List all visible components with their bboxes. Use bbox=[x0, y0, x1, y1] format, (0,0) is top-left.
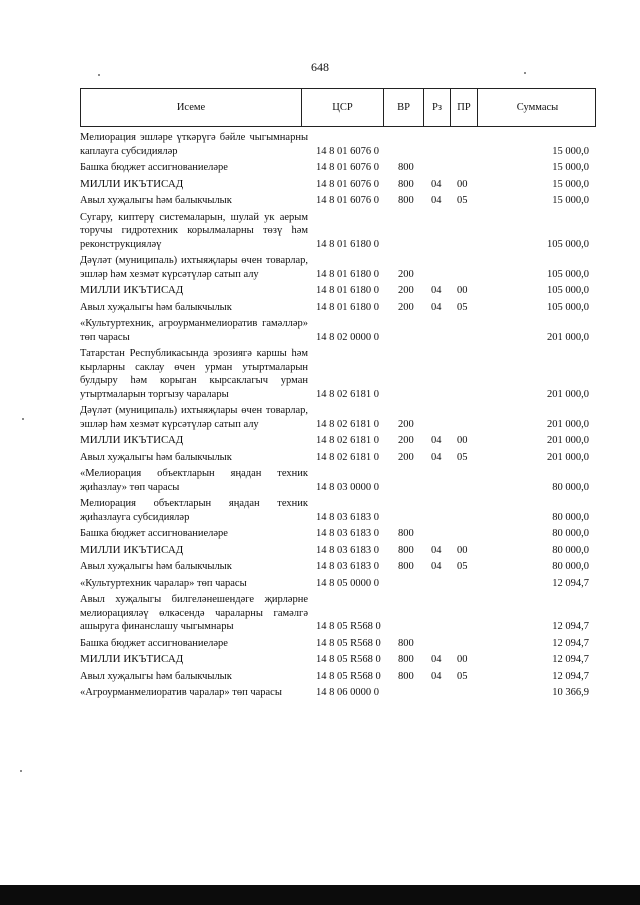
cell-pr: 00 bbox=[457, 178, 468, 190]
cell-csr: 14 8 05 R568 0 bbox=[316, 621, 381, 632]
table-header bbox=[80, 88, 596, 127]
cell-sum: 80 000,0 bbox=[552, 528, 589, 539]
cell-csr: 14 8 02 6181 0 bbox=[316, 451, 379, 463]
cell-name: «Культуртехник чаралар» төп чарасы bbox=[80, 577, 247, 589]
cell-vr: 200 bbox=[398, 301, 414, 313]
scan-speck bbox=[524, 72, 526, 74]
cell-csr: 14 8 03 0000 0 bbox=[316, 481, 379, 493]
table-row bbox=[80, 347, 596, 401]
table-row bbox=[80, 404, 596, 431]
cell-rz: 04 bbox=[431, 301, 442, 313]
cell-sum: 105 000,0 bbox=[547, 285, 589, 296]
cell-vr: 200 bbox=[398, 451, 414, 463]
cell-vr: 800 bbox=[398, 670, 414, 682]
cell-name: Дәүләт (муниципаль) ихтыяҗлары өчен товарлар, эшләр һәм хезмәт күрсәтүләр сатып алу bbox=[80, 405, 308, 430]
table-row bbox=[80, 254, 596, 281]
cell-csr: 14 8 05 0000 0 bbox=[316, 577, 379, 589]
header-name: Исеме bbox=[176, 102, 206, 113]
cell-sum: 201 000,0 bbox=[547, 331, 589, 343]
cell-pr: 00 bbox=[457, 544, 468, 556]
cell-sum: 15 000,0 bbox=[552, 145, 589, 157]
cell-vr: 800 bbox=[398, 195, 414, 206]
scan-speck bbox=[22, 418, 24, 420]
header-pr: ПР bbox=[450, 89, 477, 126]
cell-csr: 14 8 05 R568 0 bbox=[316, 670, 381, 682]
table-row bbox=[80, 301, 596, 315]
header-sum: Суммасы bbox=[477, 89, 597, 126]
cell-name: Авыл хуҗалыгы һәм балыкчылык bbox=[80, 301, 232, 313]
cell-sum: 12 094,7 bbox=[552, 654, 589, 665]
cell-pr: 00 bbox=[457, 435, 468, 446]
cell-pr: 05 bbox=[457, 195, 468, 206]
cell-name: Авыл хуҗалыгы һәм балыкчылык bbox=[80, 195, 232, 206]
cell-sum: 80 000,0 bbox=[552, 481, 589, 493]
table-row bbox=[80, 211, 596, 252]
cell-vr: 800 bbox=[398, 637, 414, 649]
cell-name: Башка бюджет ассигнованиеләре bbox=[80, 162, 228, 173]
cell-sum: 201 000,0 bbox=[547, 451, 589, 463]
cell-pr: 00 bbox=[457, 285, 468, 296]
cell-sum: 201 000,0 bbox=[547, 418, 589, 430]
table-row bbox=[80, 593, 596, 634]
cell-name: Башка бюджет ассигнованиеләре bbox=[80, 528, 228, 539]
table-row bbox=[80, 178, 596, 192]
cell-csr: 14 8 01 6180 0 bbox=[316, 238, 379, 250]
cell-sum: 12 094,7 bbox=[552, 670, 589, 682]
cell-name: «Агроурманмелиоратив чаралар» төп чарасы bbox=[80, 687, 282, 698]
cell-name: МИЛЛИ ИКЪТИСАД bbox=[80, 653, 184, 665]
cell-csr: 14 8 03 6183 0 bbox=[316, 561, 379, 572]
cell-csr: 14 8 02 0000 0 bbox=[316, 331, 379, 343]
table-row bbox=[80, 284, 596, 298]
cell-csr: 14 8 01 6180 0 bbox=[316, 301, 379, 313]
cell-csr: 14 8 01 6076 0 bbox=[316, 195, 379, 206]
cell-name: Сугару, киптерү системаларын, шулай ук аерым торучы гидротехник корылмаларны төзү һәм реконструкцияләү bbox=[80, 211, 308, 250]
cell-name: МИЛЛИ ИКЪТИСАД bbox=[80, 177, 184, 190]
cell-vr: 800 bbox=[398, 561, 414, 572]
table-row bbox=[80, 467, 596, 494]
cell-name: Авыл хуҗалыгы һәм балыкчылык bbox=[80, 451, 232, 463]
table-row bbox=[80, 194, 596, 208]
cell-csr: 14 8 02 6181 0 bbox=[316, 418, 379, 430]
cell-pr: 05 bbox=[457, 670, 468, 682]
cell-name: Мелиорация объектларын яңадан техник җиһазлауга субсидияләр bbox=[80, 498, 308, 523]
cell-sum: 80 000,0 bbox=[552, 544, 589, 556]
cell-vr: 800 bbox=[398, 528, 414, 539]
cell-rz: 04 bbox=[431, 654, 442, 665]
table-body bbox=[80, 131, 596, 703]
table-row bbox=[80, 434, 596, 448]
cell-rz: 04 bbox=[431, 178, 442, 190]
cell-sum: 10 366,9 bbox=[552, 687, 589, 698]
cell-vr: 800 bbox=[398, 544, 414, 556]
header-rz: Рз bbox=[423, 89, 450, 126]
table-row bbox=[80, 161, 596, 175]
cell-csr: 14 8 03 6183 0 bbox=[316, 528, 379, 539]
cell-sum: 80 000,0 bbox=[552, 561, 589, 572]
table-row bbox=[80, 131, 596, 158]
cell-vr: 800 bbox=[398, 162, 414, 173]
table-row bbox=[80, 497, 596, 524]
table-row bbox=[80, 451, 596, 465]
cell-pr: 05 bbox=[457, 451, 468, 463]
header-csr: ЦСР bbox=[301, 89, 383, 126]
cell-name: МИЛЛИ ИКЪТИСАД bbox=[80, 284, 184, 296]
cell-rz: 04 bbox=[431, 285, 442, 296]
scan-edge-bar bbox=[0, 885, 640, 905]
cell-csr: 14 8 03 6183 0 bbox=[316, 511, 379, 523]
cell-name: МИЛЛИ ИКЪТИСАД bbox=[80, 543, 184, 556]
cell-csr: 14 8 05 R568 0 bbox=[316, 637, 381, 649]
cell-csr: 14 8 01 6076 0 bbox=[316, 162, 379, 173]
cell-vr: 200 bbox=[398, 285, 414, 296]
cell-name: МИЛЛИ ИКЪТИСАД bbox=[80, 434, 184, 446]
cell-sum: 105 000,0 bbox=[547, 238, 589, 250]
cell-rz: 04 bbox=[431, 435, 442, 446]
cell-csr: 14 8 05 R568 0 bbox=[316, 654, 381, 665]
cell-rz: 04 bbox=[431, 195, 442, 206]
cell-csr: 14 8 06 0000 0 bbox=[316, 687, 379, 698]
cell-csr: 14 8 03 6183 0 bbox=[316, 544, 379, 556]
cell-rz: 04 bbox=[431, 561, 442, 572]
cell-rz: 04 bbox=[431, 451, 442, 463]
cell-name: Мелиорация эшләре үткәрүгә бәйле чыгымнарны каплауга субсидияләр bbox=[80, 132, 308, 157]
cell-name: Авыл хуҗалыгы һәм балыкчылык bbox=[80, 561, 232, 572]
cell-rz: 04 bbox=[431, 544, 442, 556]
cell-vr: 800 bbox=[398, 178, 414, 190]
cell-csr: 14 8 01 6076 0 bbox=[316, 178, 379, 190]
cell-csr: 14 8 01 6180 0 bbox=[316, 285, 379, 296]
table-row bbox=[80, 560, 596, 574]
cell-sum: 15 000,0 bbox=[552, 178, 589, 190]
scan-speck bbox=[20, 770, 22, 772]
cell-name: «Мелиорация объектларын яңадан техник җиһазлау» төп чарасы bbox=[80, 468, 308, 493]
cell-sum: 201 000,0 bbox=[547, 435, 589, 446]
cell-name: Авыл хуҗалыгы һәм балыкчылык bbox=[80, 670, 232, 682]
header-vr: ВР bbox=[383, 89, 423, 126]
table-row bbox=[80, 686, 596, 700]
table-row bbox=[80, 527, 596, 541]
cell-csr: 14 8 02 6181 0 bbox=[316, 435, 379, 446]
cell-vr: 200 bbox=[398, 435, 414, 446]
cell-name: Дәүләт (муниципаль) ихтыяҗлары өчен товарлар, эшләр һәм хезмәт күрсәтүләр сатып алу bbox=[80, 255, 308, 280]
cell-sum: 15 000,0 bbox=[552, 195, 589, 206]
cell-csr: 14 8 01 6076 0 bbox=[316, 145, 379, 157]
table-row bbox=[80, 317, 596, 344]
cell-vr: 200 bbox=[398, 418, 414, 430]
cell-sum: 201 000,0 bbox=[547, 388, 589, 400]
cell-sum: 80 000,0 bbox=[552, 511, 589, 523]
cell-vr: 800 bbox=[398, 654, 414, 665]
page-number: 648 bbox=[311, 60, 329, 74]
cell-sum: 105 000,0 bbox=[547, 301, 589, 313]
cell-vr: 200 bbox=[398, 268, 414, 280]
cell-name: Татарстан Республикасында эрозиягә каршы һәм кырларны саклау өчен урман утыртмаларын булдыру һәм корыган кырсаклагыч урман утыртмаларын торгызу чаралары bbox=[80, 348, 308, 400]
cell-pr: 00 bbox=[457, 654, 468, 665]
cell-sum: 12 094,7 bbox=[552, 577, 589, 589]
table-row bbox=[80, 670, 596, 684]
cell-sum: 15 000,0 bbox=[552, 162, 589, 173]
table-row bbox=[80, 653, 596, 667]
cell-pr: 05 bbox=[457, 301, 468, 313]
cell-pr: 05 bbox=[457, 561, 468, 572]
cell-name: «Культуртехник, агроурманмелиоратив гамәлләр» төп чарасы bbox=[80, 318, 308, 343]
cell-rz: 04 bbox=[431, 670, 442, 682]
cell-name: Авыл хуҗалыгы билгеләнешендәге җирләрне мелиорацияләү өлкәсендә чараларны гамәлгә ашыруга финанслашу чыгымнары bbox=[80, 594, 308, 632]
scan-speck bbox=[98, 74, 100, 76]
table-row bbox=[80, 544, 596, 558]
table-row bbox=[80, 637, 596, 651]
cell-csr: 14 8 02 6181 0 bbox=[316, 388, 379, 400]
cell-sum: 12 094,7 bbox=[552, 621, 589, 632]
cell-sum: 12 094,7 bbox=[552, 637, 589, 649]
cell-name: Башка бюджет ассигнованиеләре bbox=[80, 637, 228, 649]
table-row bbox=[80, 577, 596, 591]
cell-sum: 105 000,0 bbox=[547, 268, 589, 280]
cell-csr: 14 8 01 6180 0 bbox=[316, 268, 379, 280]
